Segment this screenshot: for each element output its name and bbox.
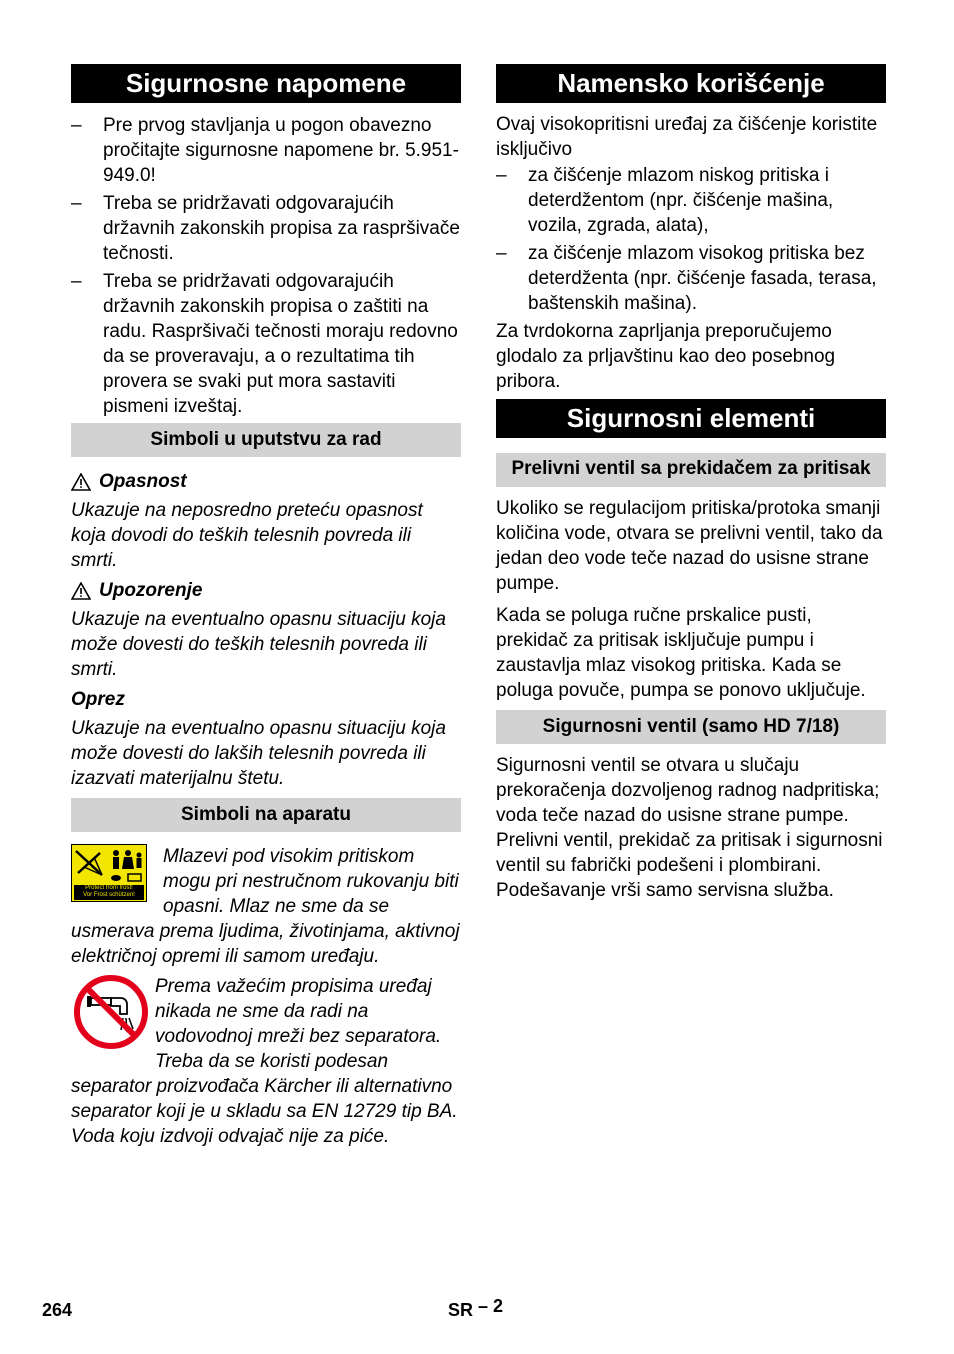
dash-icon: – xyxy=(496,243,507,264)
overflow-valve-text-1: Ukoliko se regulacijom pritiska/protoka smanji količina vode, otvara se prelivni ventil, tako da jedan deo vode teče nazad do usisne strane pumpe. xyxy=(496,498,883,594)
overflow-valve-text-2: Kada se poluga ručne prskalice pusti, prekidač za pritisak isključuje pumpu i zaustavlja mlaz visokog pritiska. Kada se poluga povuče, pumpa se ponovo uključuje. xyxy=(496,605,866,701)
caution-text: Ukazuje na eventualno opasnu situaciju koja može dovesti do lakših telesnih povreda ili izazvati materijalnu štetu. xyxy=(71,718,446,789)
caution-label: Oprez xyxy=(71,689,125,710)
dash-icon: – xyxy=(71,115,82,136)
warning-triangle-icon xyxy=(71,473,91,491)
warning-block xyxy=(71,578,461,682)
danger-text: Ukazuje na neposredno preteću opasnost koja dovodi do teških telesnih povreda ili smrti. xyxy=(71,500,423,571)
jet-warning-block xyxy=(71,844,461,969)
intended-use-intro: Ovaj visokopritisni uređaj za čišćenje koristite isključivo xyxy=(496,114,878,160)
warning-triangle-icon xyxy=(71,582,91,600)
intended-use-list xyxy=(496,163,886,316)
caution-block xyxy=(71,687,461,791)
left-column xyxy=(71,64,461,1149)
warning-label: Upozorenje xyxy=(99,580,203,601)
list-item: – za čišćenje mlazom niskog pritiska i deterdžentom (npr. čišćenje mašina, vozila, zgrada, alata), xyxy=(496,165,834,236)
manual-symbols-heading: Simboli u uputstvu za rad xyxy=(71,423,461,457)
no-tap-connection-icon xyxy=(73,974,149,1050)
list-item: – Pre prvog stavljanja u pogon obavezno pročitajte sigurnosne napomene br. 5.951-949.0! xyxy=(71,115,459,186)
intended-use-heading: Namensko korišćenje xyxy=(496,64,886,103)
sub-page-number: – 2 xyxy=(478,1296,504,1316)
footer-language xyxy=(448,1298,503,1323)
jet-warning-text: Mlazevi pod visokim pritiskom mogu pri nestručnom rukovanju biti opasni. Mlaz ne sme da se usmerava prema ljudima, životinjama, aktivnoj električnoj opremi ili samom uređaju. xyxy=(71,846,460,967)
safety-valve-text-2: Prelivni ventil, prekidač za pritisak i sigurnosni ventil su fabrički podešeni i plombirani. xyxy=(496,830,883,876)
non-potable-water-text: Voda koju izdvoji odvajač nije za piće. xyxy=(71,1126,390,1147)
overflow-valve-heading: Prelivni ventil sa prekidačem za pritisak xyxy=(496,453,886,487)
dash-icon: – xyxy=(496,165,507,186)
warning-text: Ukazuje na eventualno opasnu situaciju koja može dovesti do teških telesnih povreda ili smrti. xyxy=(71,609,446,680)
device-symbols-heading: Simboli na aparatu xyxy=(71,798,461,832)
separator-warning-block xyxy=(71,974,461,1149)
list-item: – Treba se pridržavati odgovarajućih državnih zakonskih propisa za raspršivače tečnosti. xyxy=(71,193,460,264)
danger-block xyxy=(71,469,461,573)
separator-warning-text: Prema važećim propisima uređaj nikada ne sme da radi na vodovodnoj mreži bez separatora. Treba da se koristi podesan separator proizvođača Kärcher ili alternativno separator koji je u skladu sa EN 12729 tip BA. xyxy=(71,976,458,1122)
right-column xyxy=(496,64,886,903)
safety-valve-heading: Sigurnosni ventil (samo HD 7/18) xyxy=(496,710,886,744)
label-text-line-1: Protect from frost! xyxy=(85,885,133,891)
high-pressure-label-icon xyxy=(71,844,147,902)
safety-valve-text-3: Podešavanje vrši samo servisna služba. xyxy=(496,880,834,901)
list-item: – Treba se pridržavati odgovarajućih državnih zakonskih propisa o zaštiti na radu. Raspršivači tečnosti moraju redovno da se proveravaju, a o rezultatima tih provera se svaki put mora sastaviti pismeni izveštaj. xyxy=(71,271,458,417)
safety-elements-heading: Sigurnosni elementi xyxy=(496,399,886,438)
safety-notes-heading: Sigurnosne napomene xyxy=(71,64,461,103)
danger-label: Opasnost xyxy=(99,471,187,492)
safety-valve-text-1: Sigurnosni ventil se otvara u slučaju prekoračenja dozvoljenog radnog nadpritiska; voda teče nazad do usisne strane pumpe. xyxy=(496,755,880,826)
dash-icon: – xyxy=(71,271,82,292)
language-code: SR xyxy=(448,1300,474,1320)
intended-use-outro: Za tvrdokorna zaprljanja preporučujemo glodalo za prljavštinu kao deo posebnog pribora. xyxy=(496,321,836,392)
list-item: – za čišćenje mlazom visokog pritiska bez deterdženta (npr. čišćenje fasada, terasa, baštenskih mašina). xyxy=(496,243,877,314)
safety-notes-list xyxy=(71,113,461,419)
page-number: 264 xyxy=(42,1300,73,1320)
label-text-line-2: Vor Frost schützen! xyxy=(83,892,135,898)
dash-icon: – xyxy=(71,193,82,214)
